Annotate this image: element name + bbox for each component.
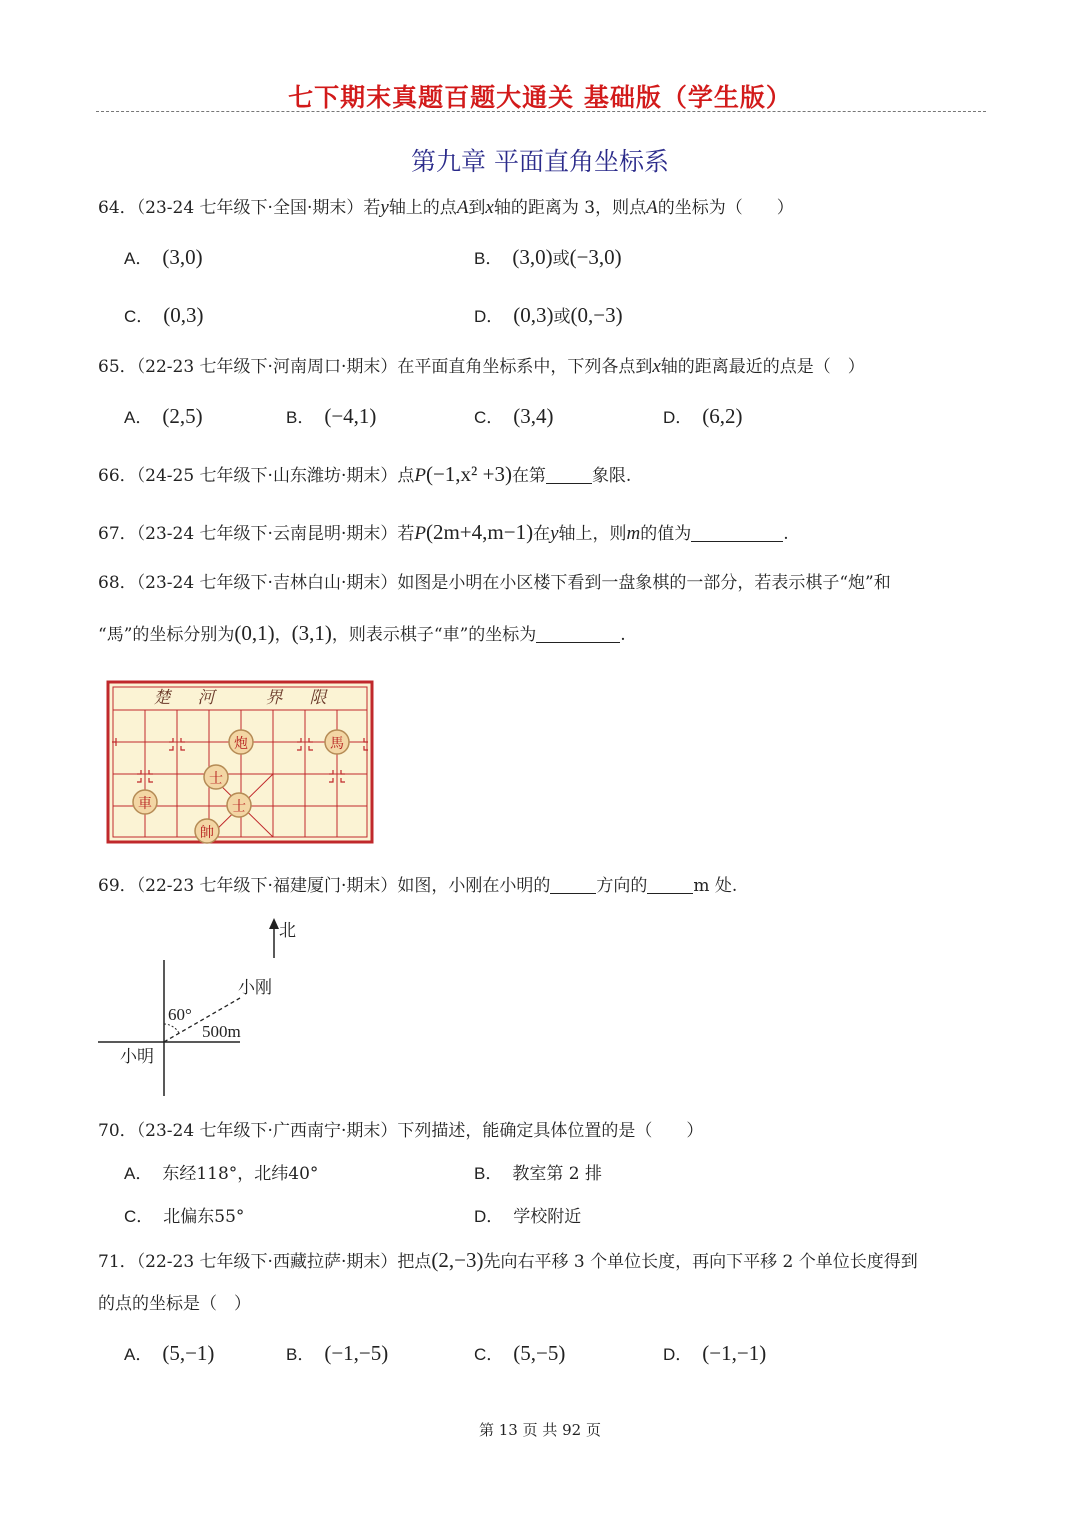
option-d: D． (0,3)或(0,−3) xyxy=(474,303,623,327)
question-source: （23-24 七年级下·云南昆明·期末） xyxy=(136,524,398,544)
question-68: 68．（23-24 七年级下·吉林白山·期末）如图是小明在小区楼下看到一盘象棋的一部分，若表示棋子“炮”和 xyxy=(98,573,891,593)
answer-blank xyxy=(691,523,783,542)
question-69: 69．（22-23 七年级下·福建厦门·期末）如图，小刚在小明的 方向的 m 处. xyxy=(98,876,738,896)
question-source: （23-24 七年级下·全国·期末） xyxy=(136,198,364,218)
option-a: A． (3,0) xyxy=(124,245,203,269)
question-number: 66． xyxy=(98,466,137,486)
river-char-4: 限 xyxy=(309,688,327,708)
north-arrow-head xyxy=(269,918,279,929)
document-title: 七下期末真题百题大通关 基础版（学生版） xyxy=(288,83,792,112)
option-c: C． (5,−5) xyxy=(474,1341,566,1365)
question-source: （23-24 七年级下·吉林白山·期末） xyxy=(136,573,398,593)
answer-blank xyxy=(536,624,620,643)
question-71-line-2: 的点的坐标是（ ） xyxy=(98,1294,251,1314)
question-number: 70． xyxy=(98,1121,137,1141)
question-64: 64．（23-24 七年级下·全国·期末）若y轴上的点A到x轴的距离为 3，则点A的坐标为（ ） xyxy=(98,197,794,218)
angle-label: 60° xyxy=(168,1005,192,1024)
option-a: A． (5,−1) xyxy=(124,1341,215,1365)
question-71: 71．（22-23 七年级下·西藏拉萨·期末）把点(2,−3)先向右平移 3 个单位长度，再向下平移 2 个单位长度得到 xyxy=(98,1248,918,1272)
question-source: （22-23 七年级下·河南周口·期末） xyxy=(136,357,398,377)
question-source: （23-24 七年级下·广西南宁·期末） xyxy=(136,1121,398,1141)
svg-text:士: 士 xyxy=(209,771,223,787)
question-67: 67．（23-24 七年级下·云南昆明·期末）若P(2m+4,m−1)在y轴上，则m的值为 . xyxy=(98,520,789,544)
answer-blank xyxy=(647,875,693,894)
svg-text:帥: 帥 xyxy=(200,825,214,841)
option-b: B． (−1,−5) xyxy=(286,1341,389,1365)
direction-figure xyxy=(92,912,332,1102)
river-char-3: 界 xyxy=(265,688,283,708)
distance-label: 500m xyxy=(202,1022,241,1041)
option-a: A． 东经118°，北纬40° xyxy=(124,1164,319,1184)
piece-shi-lower xyxy=(227,793,251,817)
question-source: （22-23 七年级下·西藏拉萨·期末） xyxy=(136,1252,398,1272)
north-label: 北 xyxy=(279,921,296,941)
option-b: B． (3,0)或(−3,0) xyxy=(474,245,622,269)
svg-text:炮: 炮 xyxy=(234,736,248,752)
piece-shuai xyxy=(195,819,219,843)
option-c: C． (0,3) xyxy=(124,303,204,327)
question-number: 69． xyxy=(98,876,137,896)
option-a: A． (2,5) xyxy=(124,404,203,428)
question-68-line-2: “馬”的坐标分别为(0,1)，(3,1)，则表示棋子“車”的坐标为 . xyxy=(98,621,626,645)
piece-pao xyxy=(229,730,253,754)
xiaogang-label: 小刚 xyxy=(238,978,272,998)
question-66: 66．（24-25 七年级下·山东潍坊·期末）点P(−1,x² +3)在第 象限. xyxy=(98,462,632,486)
question-number: 64． xyxy=(98,198,137,218)
piece-shi-upper xyxy=(204,765,228,789)
svg-text:士: 士 xyxy=(232,799,246,815)
question-number: 65． xyxy=(98,357,137,377)
option-d: D． (6,2) xyxy=(663,404,743,428)
svg-text:馬: 馬 xyxy=(330,736,344,752)
chess-board-figure xyxy=(104,678,376,848)
question-source: （22-23 七年级下·福建厦门·期末） xyxy=(136,876,398,896)
option-c: C． (3,4) xyxy=(474,404,554,428)
option-c: C． 北偏东55° xyxy=(124,1207,245,1227)
svg-text:車: 車 xyxy=(138,796,152,812)
question-source: （24-25 七年级下·山东潍坊·期末） xyxy=(136,466,398,486)
question-70: 70．（23-24 七年级下·广西南宁·期末）下列描述，能确定具体位置的是（ ） xyxy=(98,1121,704,1141)
question-number: 67． xyxy=(98,524,137,544)
header-divider xyxy=(96,111,986,112)
page-number-footer: 第 13 页 共 92 页 xyxy=(478,1421,601,1439)
xiaoming-label: 小明 xyxy=(120,1047,154,1067)
option-b: B． (−4,1) xyxy=(286,404,377,428)
answer-blank xyxy=(550,875,596,894)
river-char-1: 楚 xyxy=(153,688,171,708)
piece-che xyxy=(133,790,157,814)
angle-arc xyxy=(164,1024,179,1033)
question-number: 68． xyxy=(98,573,137,593)
board-frame xyxy=(108,682,372,842)
chapter-heading: 第九章 平面直角坐标系 xyxy=(411,147,669,176)
option-d: D． (−1,−1) xyxy=(663,1341,767,1365)
option-d: D． 学校附近 xyxy=(474,1207,582,1227)
option-b: B． 教室第 2 排 xyxy=(474,1164,602,1184)
answer-blank xyxy=(546,465,592,484)
piece-ma xyxy=(325,730,349,754)
question-number: 71． xyxy=(98,1252,137,1272)
question-65: 65．（22-23 七年级下·河南周口·期末）在平面直角坐标系中，下列各点到x轴的距离最近的点是（ ） xyxy=(98,356,865,377)
river-char-2: 河 xyxy=(197,688,215,708)
